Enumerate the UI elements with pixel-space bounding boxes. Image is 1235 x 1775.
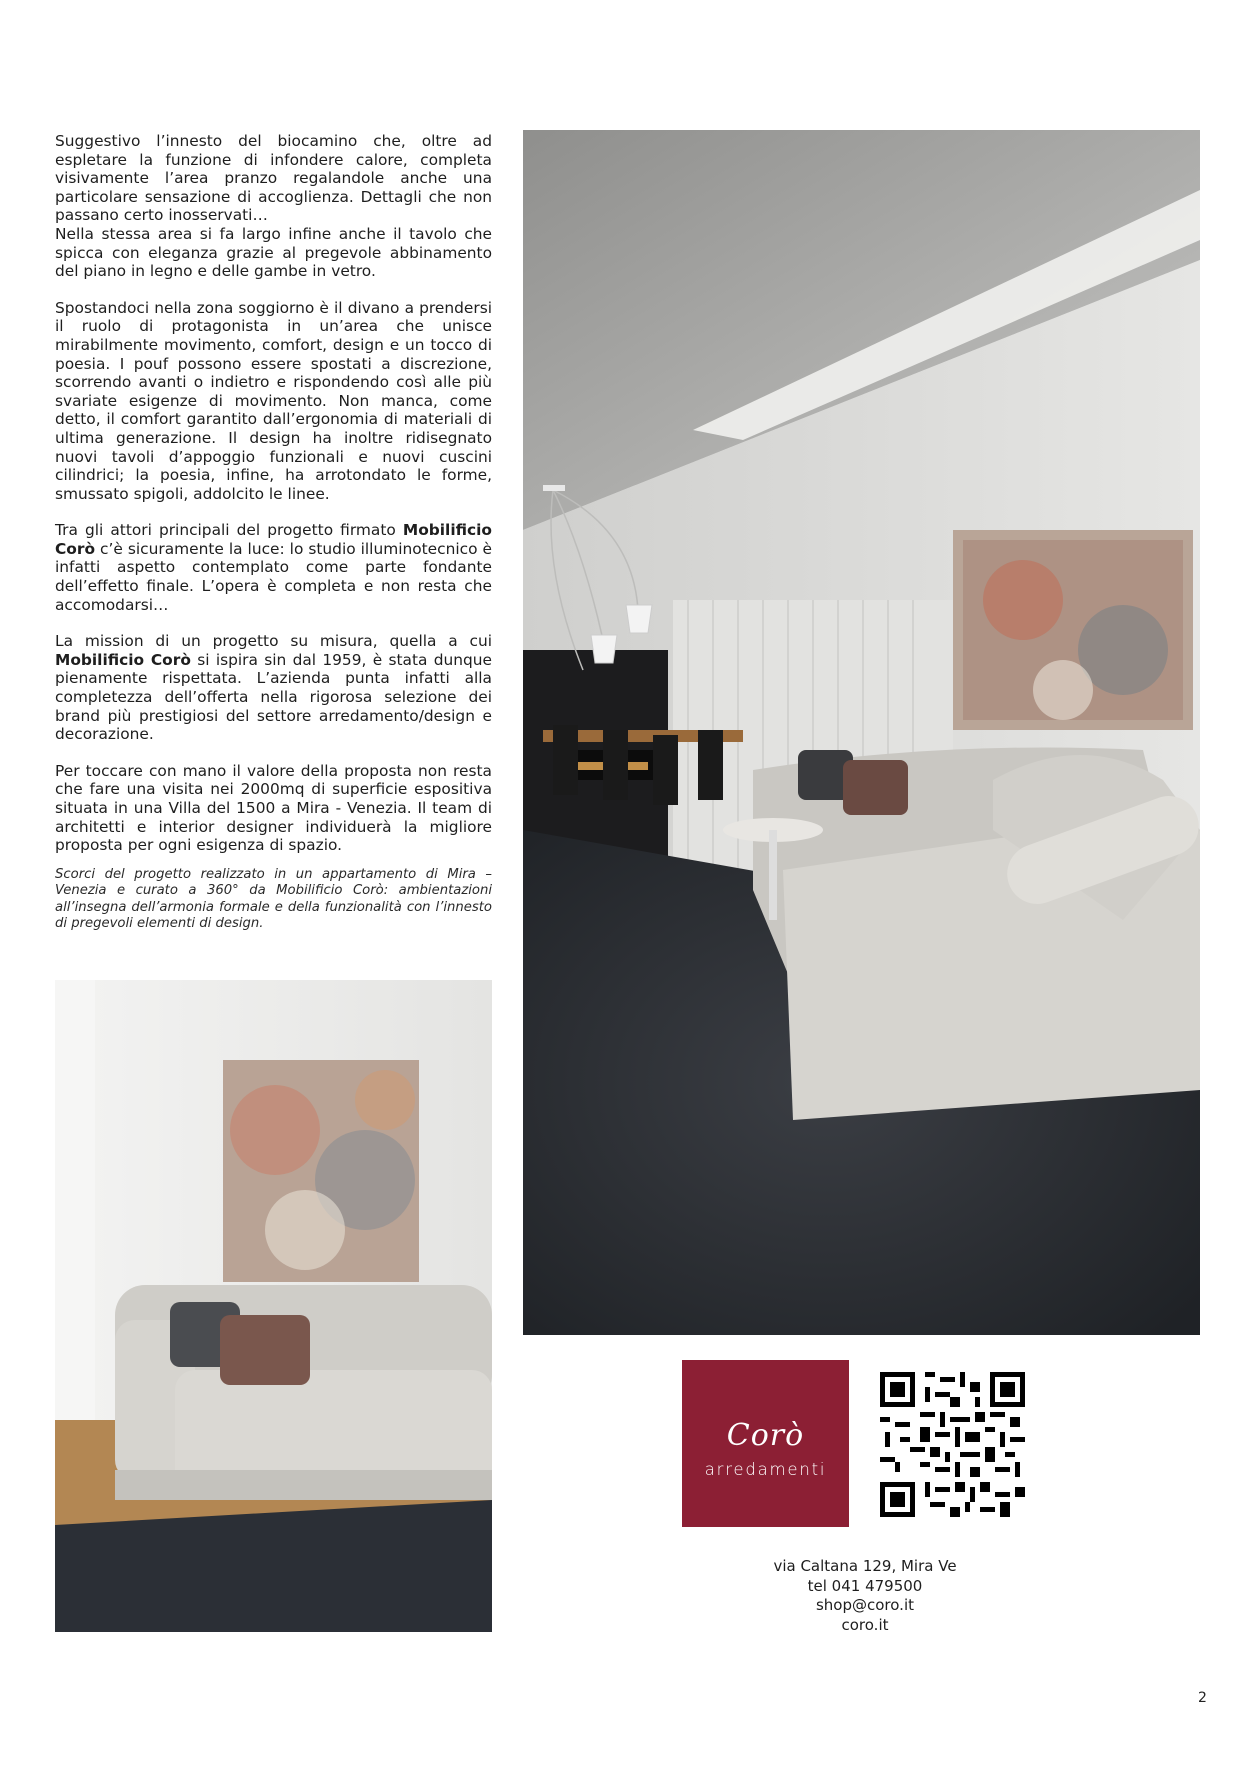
paragraph-tavolo: Nella stessa area si fa largo infine anche il tavolo che spicca con eleganza grazie al pregevole abbinamento del piano in legno e delle gambe in vetro.	[55, 224, 492, 281]
brand-subtitle: arredamenti	[704, 1460, 827, 1479]
contact-email: shop@coro.it	[815, 1596, 914, 1614]
article-body	[55, 132, 492, 950]
page-number: 2	[1198, 1690, 1207, 1706]
coro-logo-box	[682, 1360, 849, 1527]
paragraph-luce	[55, 521, 492, 614]
brand-name-bold: Mobilificio Corò	[55, 650, 191, 669]
text-fragment: c’è sicuramente la luce: lo studio illuminotecnico è infatti aspetto contemplato come parte fondante dell’effetto finale. L’opera è completa e non resta che accomodarsi…	[55, 539, 492, 614]
qr-code-icon	[880, 1372, 1025, 1517]
living-room-illustration	[523, 130, 1200, 1335]
paragraph-mission	[55, 632, 492, 744]
qr-code	[880, 1372, 1025, 1517]
contact-block	[720, 1557, 1010, 1635]
paragraph-soggiorno: Spostandoci nella zona soggiorno è il divano a prendersi il ruolo di protagonista in un’area che unisce mirabilmente movimento, comfort, design e un tocco di poesia. I pouf possono essere spostati a discrezione, scorrendo avanti o indietro e rispondendo così alle più svariate esigenze di movimento. Non manca, come detto, il comfort garantito dall’ergonomia di materiali di ultima generazione. Il design ha inoltre ridisegnato nuovi tavoli d’appoggio funzionali e nuovi cuscini cilindrici; la poesia, infine, ha arrotondato le forme, smussato spigoli, addolcito le linee.	[55, 298, 492, 503]
text-fragment: si ispira sin dal 1959, è stata dunque pienamente rispettata. L’azienda punta infatti alla completezza dell’offerta nella rigorosa selezione dei brand più prestigiosi del settore arredamento/design e decorazione.	[55, 650, 492, 744]
text-fragment: La mission di un progetto su misura, quella a cui	[55, 632, 492, 651]
living-room-photo	[523, 130, 1200, 1335]
contact-phone: tel 041 479500	[807, 1576, 923, 1595]
paragraph-biocamino: Suggestivo l’innesto del biocamino che, oltre ad espletare la funzione di infondere calore, completa visivamente l’area pranzo regalandole anche una particolare sensazione di accoglienza. Dettagli che non passano certo inosservati…	[55, 132, 492, 225]
brand-logo-text: Corò	[726, 1418, 805, 1453]
sofa-painting-illustration	[55, 980, 492, 1632]
contact-address: via Caltana 129, Mira Ve	[773, 1557, 957, 1575]
contact-website: coro.it	[841, 1615, 889, 1634]
paragraph-visita: Per toccare con mano il valore della proposta non resta che fare una visita nei 2000mq di superficie espositiva situata in una Villa del 1500 a Mira - Venezia. Il team di architetti e interior designer individuerà la migliore proposta per ogni esigenza di spazio.	[55, 761, 492, 855]
sofa-painting-photo	[55, 980, 492, 1632]
text-fragment: Tra gli attori principali del progetto firmato	[55, 521, 403, 540]
brand-name-bold: Mobilificio Corò	[55, 521, 492, 558]
photo-caption: Scorci del progetto realizzato in un appartamento di Mira – Venezia e curato a 360° da Mobilificio Corò: ambientazioni all’insegna dell’armonia formale e della funzionalità con l’innesto di pregevoli elementi di design.	[55, 866, 492, 931]
